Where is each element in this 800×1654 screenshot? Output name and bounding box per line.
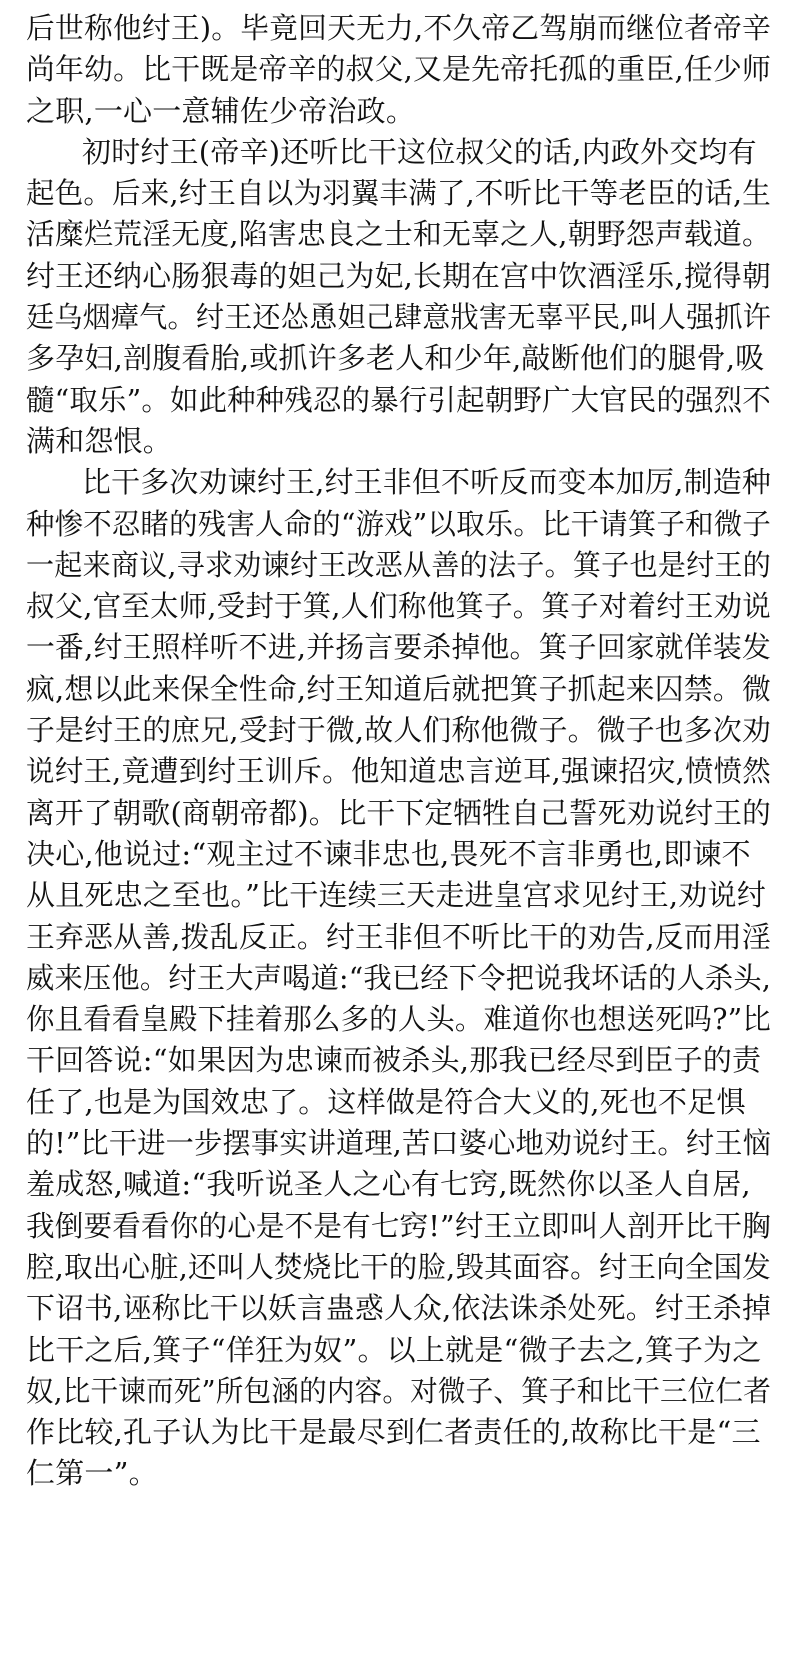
text-line: 仁第一”。	[26, 1456, 158, 1491]
text-line: 说纣王,竟遭到纣王训斥。他知道忠言逆耳,强谏招灾,愤愤然	[26, 754, 771, 789]
text-line: 髓“取乐”。如此种种残忍的暴行引起朝野广大官民的强烈不	[26, 382, 771, 417]
text-line: 子是纣王的庶兄,受封于微,故人们称他微子。微子也多次劝	[26, 713, 771, 748]
text-line: 干回答说:“如果因为忠谏而被杀头,那我已经尽到臣子的责	[26, 1043, 762, 1078]
text-line: 叔父,官至太师,受封于箕,人们称他箕子。箕子对着纣王劝说	[26, 589, 771, 624]
text-line: 一起来商议,寻求劝谏纣王改恶从善的法子。箕子也是纣王的	[26, 547, 771, 582]
text-line: 你且看看皇殿下挂着那么多的人头。难道你也想送死吗?”比	[26, 1002, 771, 1037]
text-line: 奴,比干谏而死”所包涵的内容。对微子、箕子和比干三位仁者	[26, 1373, 771, 1408]
text-line: 决心,他说过:“观主过不谏非忠也,畏死不言非勇也,即谏不	[26, 836, 751, 871]
text-line: 之职,一心一意辅佐少帝治政。	[26, 93, 416, 128]
text-line: 后世称他纣王)。毕竟回天无力,不久帝乙驾崩而继位者帝辛	[26, 11, 771, 45]
body-text	[26, 8, 771, 1495]
text-line: 作比较,孔子认为比干是最尽到仁者责任的,故称比干是“三	[26, 1415, 761, 1450]
text-line: 我倒要看看你的心是不是有七窍!”纣王立即叫人剖开比干胸	[26, 1208, 771, 1243]
text-line: 威来压他。纣王大声喝道:“我已经下令把说我坏话的人杀头,	[26, 960, 771, 995]
text-line: 纣王还纳心肠狠毒的妲己为妃,长期在宫中饮酒淫乐,搅得朝	[26, 258, 771, 293]
text-line: 初时纣王(帝辛)还听比干这位叔父的话,内政外交均有	[82, 134, 757, 169]
text-line: 活糜烂荒淫无度,陷害忠良之士和无辜之人,朝野怨声载道。	[26, 217, 771, 252]
text-line: 种惨不忍睹的残害人命的“游戏”以取乐。比干请箕子和微子	[26, 506, 771, 541]
text-line: 离开了朝歌(商朝帝都)。比干下定牺牲自己誓死劝说纣王的	[26, 795, 771, 830]
text-line: 疯,想以此来保全性命,纣王知道后就把箕子抓起来囚禁。微	[26, 671, 771, 706]
text-line: 从且死忠之至也。”比干连续三天走进皇宫求见纣王,劝说纣	[26, 878, 766, 913]
text-line: 比干之后,箕子“佯狂为奴”。以上就是“微子去之,箕子为之	[26, 1332, 762, 1367]
text-line: 满和怨恨。	[26, 423, 173, 458]
text-line: 尚年幼。比干既是帝辛的叔父,又是先帝托孤的重臣,任少师	[26, 52, 771, 87]
text-line: 王弃恶从善,拨乱反正。纣王非但不听比干的劝告,反而用淫	[26, 919, 771, 954]
text-line: 下诏书,诬称比干以妖言蛊惑人众,依法诛杀处死。纣王杀掉	[26, 1291, 771, 1326]
text-line: 腔,取出心脏,还叫人焚烧比干的脸,毁其面容。纣王向全国发	[26, 1249, 771, 1284]
text-line: 一番,纣王照样听不进,并扬言要杀掉他。箕子回家就佯装发	[26, 630, 771, 665]
text-line: 多孕妇,剖腹看胎,或抓许多老人和少年,敲断他们的腿骨,吸	[26, 341, 765, 376]
text-line: 的!”比干进一步摆事实讲道理,苦口婆心地劝说纣王。纣王恼	[26, 1126, 771, 1161]
text-line: 羞成怒,喊道:“我听说圣人之心有七窍,既然你以圣人自居,	[26, 1167, 751, 1202]
text-line: 比干多次劝谏纣王,纣王非但不听反而变本加厉,制造种	[82, 465, 771, 500]
text-line: 任了,也是为国效忠了。这样做是符合大义的,死也不足惧	[26, 1084, 746, 1119]
text-line: 廷乌烟瘴气。纣王还怂恿妲己肆意戕害无辜平民,叫人强抓许	[26, 300, 771, 335]
text-line: 起色。后来,纣王自以为羽翼丰满了,不听比干等老臣的话,生	[26, 176, 771, 211]
